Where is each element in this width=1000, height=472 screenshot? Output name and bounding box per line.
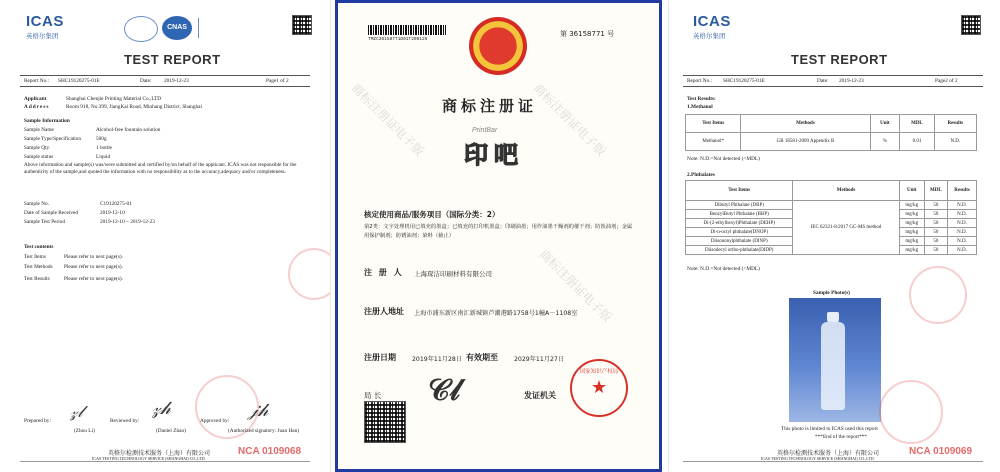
header-rule [683, 75, 983, 76]
nca-number: NCA 0109069 [909, 446, 973, 457]
table-cell: Dibutyl Phthalate (DBP) [686, 201, 793, 210]
icas-logo: ICAS [26, 13, 64, 30]
sample-row-value: 1 bottle [96, 145, 113, 151]
table-cell: mg/kg [899, 210, 924, 219]
table-cell: Diisononylphthalate (DINP) [686, 237, 793, 246]
methanol-table [685, 114, 977, 151]
table-row [686, 201, 977, 210]
footer-company-cn: 英格尔检测技术服务（上海）有限公司 [108, 450, 211, 457]
icas-logo: ICAS [693, 13, 731, 30]
address-label: 注册人地址 [364, 307, 404, 316]
trademark-certificate [335, 0, 662, 472]
table-cell: N.D. [948, 237, 977, 246]
footer-rule [683, 461, 983, 462]
approved-by-name: (Authorized signatory: Juan Han) [228, 428, 300, 434]
phthalates-heading: 2.Phthalates [687, 172, 715, 178]
director-signature-icon: 𝒞𝓁 [428, 373, 460, 408]
table-cell: BenzylButyl Phthalate (BBP) [686, 210, 793, 219]
table-header: MDL [924, 181, 947, 201]
cnas-logo: CNAS [162, 16, 192, 40]
sample-row-label: Sample Name [24, 127, 54, 133]
ilac-mra-icon [124, 16, 158, 42]
sample-row-value: 500g [96, 136, 107, 142]
qr-code-icon [364, 401, 406, 443]
certificate-title: 商标注册证 [442, 97, 538, 115]
note: Note: N.D.=Not detected (<MDL) [687, 266, 760, 272]
table-cell: mg/kg [899, 237, 924, 246]
red-stamp-icon [879, 380, 943, 444]
page-number: Page1 of 2 [266, 78, 289, 84]
prepared-signature-icon: 𝓏𝓁 [70, 402, 83, 421]
national-emblem-icon [469, 17, 527, 75]
icas-logo-subtitle: 英格尔集团 [693, 32, 726, 40]
date-label: Date: [817, 78, 829, 84]
approved-by-label: Approved by: [200, 418, 230, 424]
report-date: 2019-12-23 [839, 78, 864, 84]
sample-photo-label: Sample Photo(s) [813, 290, 850, 296]
end-of-report: ***End of the report*** [815, 434, 867, 440]
sample-no-value: C19120275-01 [100, 201, 132, 207]
table-cell: Methanol* [686, 133, 741, 151]
table-header: Methods [741, 115, 870, 133]
footer-rule [20, 461, 310, 462]
test-results-heading: Test Results: [687, 96, 716, 102]
sample-period-label: Sample Test Period [24, 219, 66, 225]
report-title: TEST REPORT [791, 52, 888, 67]
registration-date-label: 注册日期 [364, 353, 396, 362]
goods-label: 核定使用商品/服务项目（国际分类：2） [364, 210, 500, 219]
test-contents-label: Test contents [24, 244, 54, 250]
table-cell: 50 [924, 219, 947, 228]
report-title: TEST REPORT [124, 52, 221, 67]
header-rule [20, 75, 310, 76]
cnas-text-icon [198, 18, 221, 38]
table-header: Test Items [686, 115, 741, 133]
barcode-text: TMZC36158771D01T200125 [368, 37, 428, 42]
table-cell: N.D. [948, 228, 977, 237]
report-no: SHC19120275-01E [58, 78, 100, 84]
sample-row-label: Sample Type/Specification [24, 136, 82, 142]
table-header: Unit [870, 115, 900, 133]
icas-logo-subtitle: 英格尔集团 [26, 32, 59, 40]
footer-company-en: ICAS TESTING TECHNOLOGY SERVICE (SHANGHAI) CO.,LTD. [761, 456, 875, 461]
red-stamp-icon [288, 248, 331, 300]
sample-row-value: Alcohol-free fountain solution [96, 127, 161, 133]
table-cell: Di-n-octyl phthalate(DNOP) [686, 228, 793, 237]
valid-until-date: 2029年11月27日 [514, 356, 565, 363]
table-cell: 50 [924, 237, 947, 246]
certificate-number: 第 36158771 号 [560, 30, 615, 38]
table-cell: Di-(2-ethylhexyl)Phthalate (DEHP) [686, 219, 793, 228]
test-items-label: Test Items [24, 254, 46, 260]
official-seal-icon [570, 359, 628, 417]
seal-star-icon: ★ [591, 377, 608, 397]
table-cell: 50 [924, 210, 947, 219]
reviewed-by-name: (Daniel Zhao) [156, 428, 186, 434]
approved-signature-icon: 𝒿𝒽 [248, 400, 269, 421]
table-cell: Diisodecyl ortho-phthalate(DIDP) [686, 246, 793, 255]
goods-text: 第2类：文字处理机用已填充的墨盒；已填充的打印机墨盒；印刷油墨；用作油墨干燥剂的催干剂；防蚀油剂；金属用保护制剂；防锈油剂；染料（截止） [364, 224, 633, 239]
sample-period-value: 2019-12-10 ~ 2019-12-23 [100, 219, 155, 225]
table-header: Methods [793, 181, 899, 201]
table-cell: N.D. [948, 201, 977, 210]
phthalates-table [685, 180, 977, 255]
report-no-label: Report No.: [24, 78, 50, 84]
test-results-value: Please refer to next page(s). [64, 276, 123, 282]
brand-cn-mark: 印吧 [464, 141, 524, 169]
disclaimer-note: Above information and sample(s) was/were submitted and certified by/on behalf of the applicant. ICAS was not responsible for the authenticity of the sample,and quoted the information with no responsibility as to the accuracy,adequacy and/or completeness. [24, 162, 297, 175]
report-no: SHC19120275-01E [723, 78, 765, 84]
red-stamp-icon [909, 266, 967, 324]
applicant-value: Shanghai Chenjie Printing Material Co.,LTD [66, 96, 162, 102]
table-header: Test Items [686, 181, 793, 201]
table-cell: mg/kg [899, 228, 924, 237]
bottle-icon [821, 322, 845, 410]
table-cell: N.D. [948, 246, 977, 255]
table-cell: 50 [924, 201, 947, 210]
table-cell: mg/kg [899, 219, 924, 228]
test-report-page-1 [0, 0, 331, 472]
prepared-by-label: Prepared by: [24, 418, 51, 424]
table-cell: N.D. [948, 219, 977, 228]
table-cell: 50 [924, 246, 947, 255]
table-cell: mg/kg [899, 246, 924, 255]
registrant-label: 注 册 人 [364, 268, 404, 277]
header-rule-2 [683, 86, 983, 87]
address-value: 上海市浦东新区南汇新城镇芦潮港路1758号1幢A－1108室 [414, 310, 578, 317]
sample-row-label: Sample status [24, 154, 54, 160]
test-report-page-2 [668, 0, 1000, 472]
applicant-label: Applicant [24, 96, 47, 102]
footer-company-en: ICAS TESTING TECHNOLOGY SERVICE (SHANGHAI) CO.,LTD. [92, 456, 206, 461]
reviewed-signature-icon: 𝓏𝒽 [152, 398, 171, 419]
table-cell: 0.01 [900, 133, 934, 151]
footer-company-cn: 英格尔检测技术服务（上海）有限公司 [777, 450, 880, 457]
valid-until-label: 有效期至 [466, 353, 498, 362]
registrant-value: 上海琛洁印刷材料有限公司 [414, 270, 492, 278]
table-header: Unit [899, 181, 924, 201]
report-date: 2019-12-23 [164, 78, 189, 84]
photo-note: This photo is limited to ICAS used this report [781, 426, 878, 432]
test-methods-value: Please refer to next page(s). [64, 264, 123, 270]
test-results-label: Test Results [24, 276, 50, 282]
table-header: Results [948, 181, 977, 201]
sample-row-value: Liquid [96, 154, 111, 160]
report-no-label: Report No.: [687, 78, 713, 84]
watermark: 商标注册证电子版 [348, 80, 427, 159]
reviewed-by-label: Reviewed by: [110, 418, 140, 424]
table-cell: IEC 62321-8:2017 GC-MS method [793, 201, 899, 255]
director-label: 局 长 [364, 391, 382, 400]
nca-number: NCA 0109068 [238, 446, 302, 457]
table-cell: GB 18581-2009 Appendix B [741, 133, 870, 151]
address-value: Room 918, No.399, JiangKai Road, Minhang District, Shanghai [66, 104, 202, 110]
sample-received-label: Date of Sample Received [24, 210, 78, 216]
barcode-icon [368, 25, 446, 35]
sample-photo [789, 298, 881, 422]
table-cell: mg/kg [899, 201, 924, 210]
note: Note: N.D.=Not detected (<MDL) [687, 156, 760, 162]
test-items-value: Please refer to next page(s). [64, 254, 123, 260]
sample-info-label: Sample Information [24, 118, 70, 124]
prepared-by-name: (Zhou Li) [74, 428, 95, 434]
table-cell: % [870, 133, 900, 151]
brand-en: PrintBar [472, 127, 498, 134]
bottle-cap-icon [827, 312, 839, 322]
table-cell: N.D. [934, 133, 976, 151]
sample-row-label: Sample Qty. [24, 145, 51, 151]
table-cell: N.D. [948, 210, 977, 219]
address-label: Address [24, 104, 50, 110]
date-label: Date: [140, 78, 152, 84]
issuer-label: 发证机关 [524, 391, 556, 400]
watermark: 商标注册证电子版 [530, 80, 609, 159]
qr-code-icon [292, 15, 312, 35]
sample-received-value: 2019-12-10 [100, 210, 125, 216]
qr-code-icon [961, 15, 981, 35]
table-header: MDL [900, 115, 934, 133]
registration-date: 2019年11月28日 [412, 356, 463, 363]
watermark: 商标注册证电子版 [536, 246, 615, 325]
table-cell: 50 [924, 228, 947, 237]
table-header: Results [934, 115, 976, 133]
sample-no-label: Sample No. [24, 201, 50, 207]
seal-text: 国家知识产权局 [579, 369, 619, 375]
methanol-heading: 1.Methanol [687, 104, 713, 110]
page-number: Page2 of 2 [935, 78, 958, 84]
table-row [686, 133, 977, 151]
header-rule-2 [20, 86, 310, 87]
test-methods-label: Test Methods [24, 264, 53, 270]
